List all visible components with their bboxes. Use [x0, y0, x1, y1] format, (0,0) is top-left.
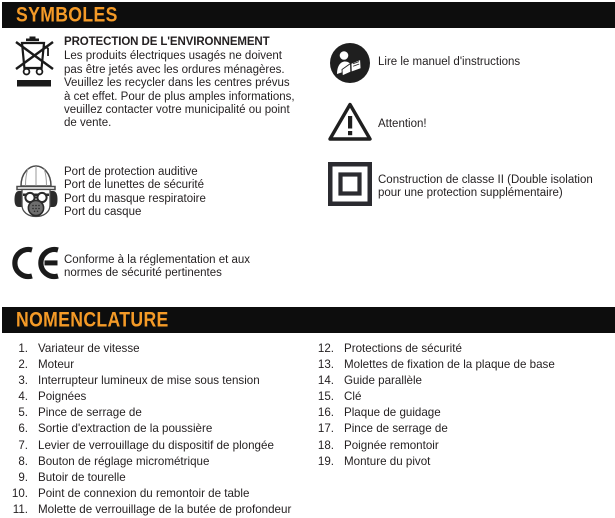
environment-protection-line: Veuillez les recycler dans les centres prévus [64, 77, 290, 90]
class-two-text [378, 162, 612, 201]
list-item-number: 14. [317, 374, 334, 388]
environment-protection-line: pas être jetés avec les ordures ménagères. [64, 63, 285, 76]
list-item [6, 389, 316, 405]
list-item-label: Levier de verrouillage du dispositif de plongée [38, 438, 274, 452]
list-item-number: 8. [18, 454, 28, 468]
list-item-number: 18. [317, 438, 334, 452]
read-manual-text [378, 42, 612, 69]
ce-marking-line: normes de sécurité pertinentes [64, 267, 222, 280]
list-item [6, 341, 316, 357]
list-item-label: Guide parallèle [344, 374, 422, 388]
list-item-number: 1. [18, 342, 28, 355]
warning-triangle-icon [322, 102, 378, 142]
list-item-label: Butoir de tourelle [38, 470, 126, 484]
read-manual-line: Lire le manuel d'instructions [378, 56, 521, 68]
crossed-out-wheelie-bin-icon [8, 36, 64, 88]
list-item-number: 13. [317, 358, 334, 372]
list-item-number: 15. [317, 390, 334, 404]
read-instruction-manual-icon [322, 42, 378, 84]
list-item [312, 357, 612, 373]
list-item-label: Molettes de fixation de la plaque de base [344, 358, 555, 372]
list-item-label: Pince de serrage de [38, 406, 142, 420]
symbol-row-ce-marking [8, 246, 308, 281]
list-item [312, 454, 612, 470]
symbol-row-personal-protective-equipment [8, 162, 308, 220]
list-item [6, 438, 316, 454]
nomenclature-section-title: NOMENCLATURE [16, 308, 169, 332]
list-item-label: Pince de serrage de [344, 422, 448, 436]
ppe-line: Port du masque respiratoire [64, 192, 206, 205]
class-two-double-insulation-icon [322, 162, 378, 206]
list-item-label: Poignée remontoir [344, 438, 439, 452]
class-two-line: pour une protection supplémentaire) [378, 187, 563, 200]
environment-protection-heading: PROTECTION DE L'ENVIRONNEMENT [64, 36, 270, 48]
ppe-head-protection-icon [8, 162, 64, 218]
nomenclature-section-header [0, 307, 615, 333]
list-item-number: 7. [18, 438, 28, 452]
list-item [6, 470, 316, 486]
symbol-row-environment-protection [8, 36, 308, 131]
nomenclature-right-column [312, 341, 612, 470]
list-item [312, 438, 612, 454]
symboles-section-title: SYMBOLES [16, 3, 118, 27]
list-item-number: 3. [18, 374, 28, 388]
environment-protection-line: veuillez contacter votre municipalité ou point [64, 104, 290, 117]
ppe-line: Port du casque [64, 206, 142, 219]
symbols-area [0, 34, 615, 299]
symbol-row-class-two [322, 162, 612, 206]
list-item-label: Protections de sécurité [344, 342, 462, 355]
list-item [312, 389, 612, 405]
list-item-number: 12. [317, 342, 334, 355]
list-item-number: 9. [18, 470, 28, 484]
ce-marking-line: Conforme à la réglementation et aux [64, 254, 251, 266]
list-item-label: Monture du pivot [344, 454, 431, 468]
list-item [6, 421, 316, 437]
list-item-label: Poignées [38, 390, 87, 404]
environment-protection-line: Les produits électriques usagés ne doivent [64, 50, 283, 63]
list-item [6, 405, 316, 421]
list-item [6, 357, 316, 373]
list-item-number: 4. [18, 390, 28, 404]
list-item [6, 373, 316, 389]
list-item-number: 11. [12, 502, 28, 516]
nomenclature-left-column [6, 341, 316, 518]
ppe-line: Port de lunettes de sécurité [64, 179, 204, 192]
list-item-number: 5. [18, 406, 28, 420]
list-item-label: Sortie d'extraction de la poussière [38, 422, 213, 436]
list-item-label: Point de connexion du remontoir de table [38, 486, 250, 500]
ce-marking-icon [8, 246, 64, 280]
list-item-label: Interrupteur lumineux de mise sous tension [38, 374, 260, 388]
list-item [6, 454, 316, 470]
nomenclature-area [0, 341, 615, 517]
list-item-label: Moteur [38, 358, 75, 372]
list-item-number: 2. [18, 358, 28, 372]
list-item [312, 341, 612, 357]
symbol-row-attention [322, 102, 612, 142]
list-item-number: 10. [11, 486, 28, 500]
list-item [6, 486, 316, 502]
environment-protection-line: à cet effet. Pour de plus amples informations, [64, 90, 295, 103]
list-item [6, 502, 316, 518]
list-item-label: Variateur de vitesse [38, 342, 140, 355]
class-two-line: Construction de classe II (Double isolation [378, 174, 593, 186]
list-item-label: Clé [344, 390, 362, 404]
list-item-label: Bouton de réglage micrométrique [38, 454, 210, 468]
environment-protection-text [64, 36, 308, 131]
list-item-label: Molette de verrouillage de la butée de profondeur [38, 502, 292, 516]
list-item-number: 6. [18, 422, 28, 436]
ppe-text [64, 162, 308, 220]
ppe-line: Port de protection auditive [64, 166, 198, 178]
ce-marking-text [64, 246, 308, 281]
attention-text [378, 102, 612, 131]
list-item-number: 17. [317, 422, 334, 436]
list-item [312, 421, 612, 437]
symboles-section-header [0, 2, 615, 28]
environment-protection-line: de vente. [64, 117, 112, 130]
list-item-label: Plaque de guidage [344, 406, 441, 420]
symbol-row-read-manual [322, 42, 612, 84]
list-item-number: 16. [317, 406, 334, 420]
attention-line: Attention! [378, 118, 427, 130]
list-item-number: 19. [317, 454, 334, 468]
list-item [312, 405, 612, 421]
list-item [312, 373, 612, 389]
